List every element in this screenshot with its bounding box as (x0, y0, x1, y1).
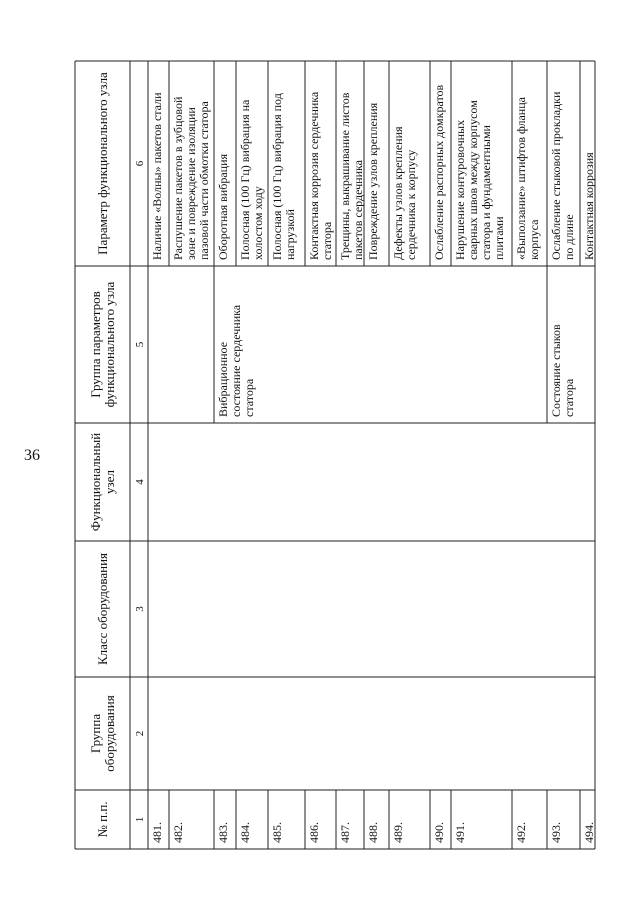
row-parameter: Наличие «Волны» пакетов стали (150, 92, 164, 260)
column-number-5: 5 (134, 341, 146, 348)
row-number: 481. (150, 822, 164, 843)
column-header-5: функционального узла (102, 281, 117, 408)
column-header-1: № п.п. (95, 801, 110, 838)
row-parameter: пазовой части обмотки статора (197, 101, 211, 260)
row-number: 488. (366, 822, 380, 843)
row-number: 484. (238, 822, 252, 843)
row-parameter: Трещины, выкрашивание листов (338, 92, 352, 260)
row-number: 491. (453, 822, 467, 843)
row-parameter: Ослабление стыковой прокладки (549, 91, 563, 260)
row-parameter: Нарушение контуровочных (453, 119, 467, 260)
row-parameter: Распушение пакетов в зубцовой (171, 96, 185, 260)
row-number: 483. (216, 822, 230, 843)
row-parameter: Полосная (100 Гц) вибрация на (238, 99, 252, 260)
row-parameter: Повреждение узлов крепления (366, 102, 380, 260)
row-parameter: Оборотная вибрация (216, 153, 230, 260)
column-header-4: узел (102, 470, 117, 494)
row-number: 492. (514, 822, 528, 843)
row-number: 482. (171, 822, 185, 843)
column-number-1: 1 (134, 816, 146, 823)
parameter-group-label: статора (242, 378, 256, 417)
row-parameter: сердечника к корпусу (404, 149, 418, 260)
row-parameter: сварных швов между корпусом (466, 100, 480, 260)
row-parameter: Полосная (100 Гц) вибрация под (270, 93, 284, 260)
column-header-2: Группа (88, 713, 103, 754)
row-parameter: Контактная коррозия сердечника (307, 91, 321, 260)
row-parameter: пакетов сердечника (351, 160, 365, 260)
row-parameter: зоне и повреждение изоляции (184, 107, 198, 260)
column-number-6: 6 (134, 160, 146, 167)
page-number-text: 36 (24, 447, 40, 464)
row-number: 494. (582, 822, 596, 843)
column-header-4: Функциональный (88, 432, 103, 532)
row-parameter: Контактная коррозия (582, 152, 596, 260)
row-number: 485. (270, 822, 284, 843)
row-parameter: Ослабление распорных домкратов (432, 84, 446, 260)
row-parameter: плитами (492, 216, 506, 260)
column-header-3: Класс оборудования (95, 552, 110, 666)
column-number-2: 2 (134, 730, 146, 737)
row-parameter: по длине (562, 214, 576, 260)
parameter-group-label: статора (562, 378, 576, 417)
row-parameter: «Выползание» штифтов фланца (514, 97, 528, 260)
row-parameter: Дефекты узлов крепления (391, 126, 405, 260)
parameter-group-label: Состояние стыков (549, 324, 563, 417)
column-header-2: оборудования (102, 695, 117, 772)
row-parameter: статора (320, 221, 334, 260)
column-number-3: 3 (134, 606, 146, 612)
row-parameter: нагрузкой (283, 209, 297, 260)
row-parameter: статора и фундаментными (479, 125, 493, 260)
row-number: 490. (432, 822, 446, 843)
row-parameter: корпуса (527, 219, 541, 260)
row-number: 493. (549, 822, 563, 843)
column-number-4: 4 (134, 479, 146, 485)
row-number: 486. (307, 822, 321, 843)
parameter-group-label: состояние сердечника (229, 304, 243, 417)
row-number: 489. (391, 822, 405, 843)
row-number: 487. (338, 822, 352, 843)
parameter-group-label: Вибрационное (216, 341, 230, 417)
row-parameter: холостом ходу (251, 186, 265, 260)
column-header-6: Параметр функционального узла (95, 72, 110, 255)
column-header-5: Группа параметров (88, 291, 103, 398)
